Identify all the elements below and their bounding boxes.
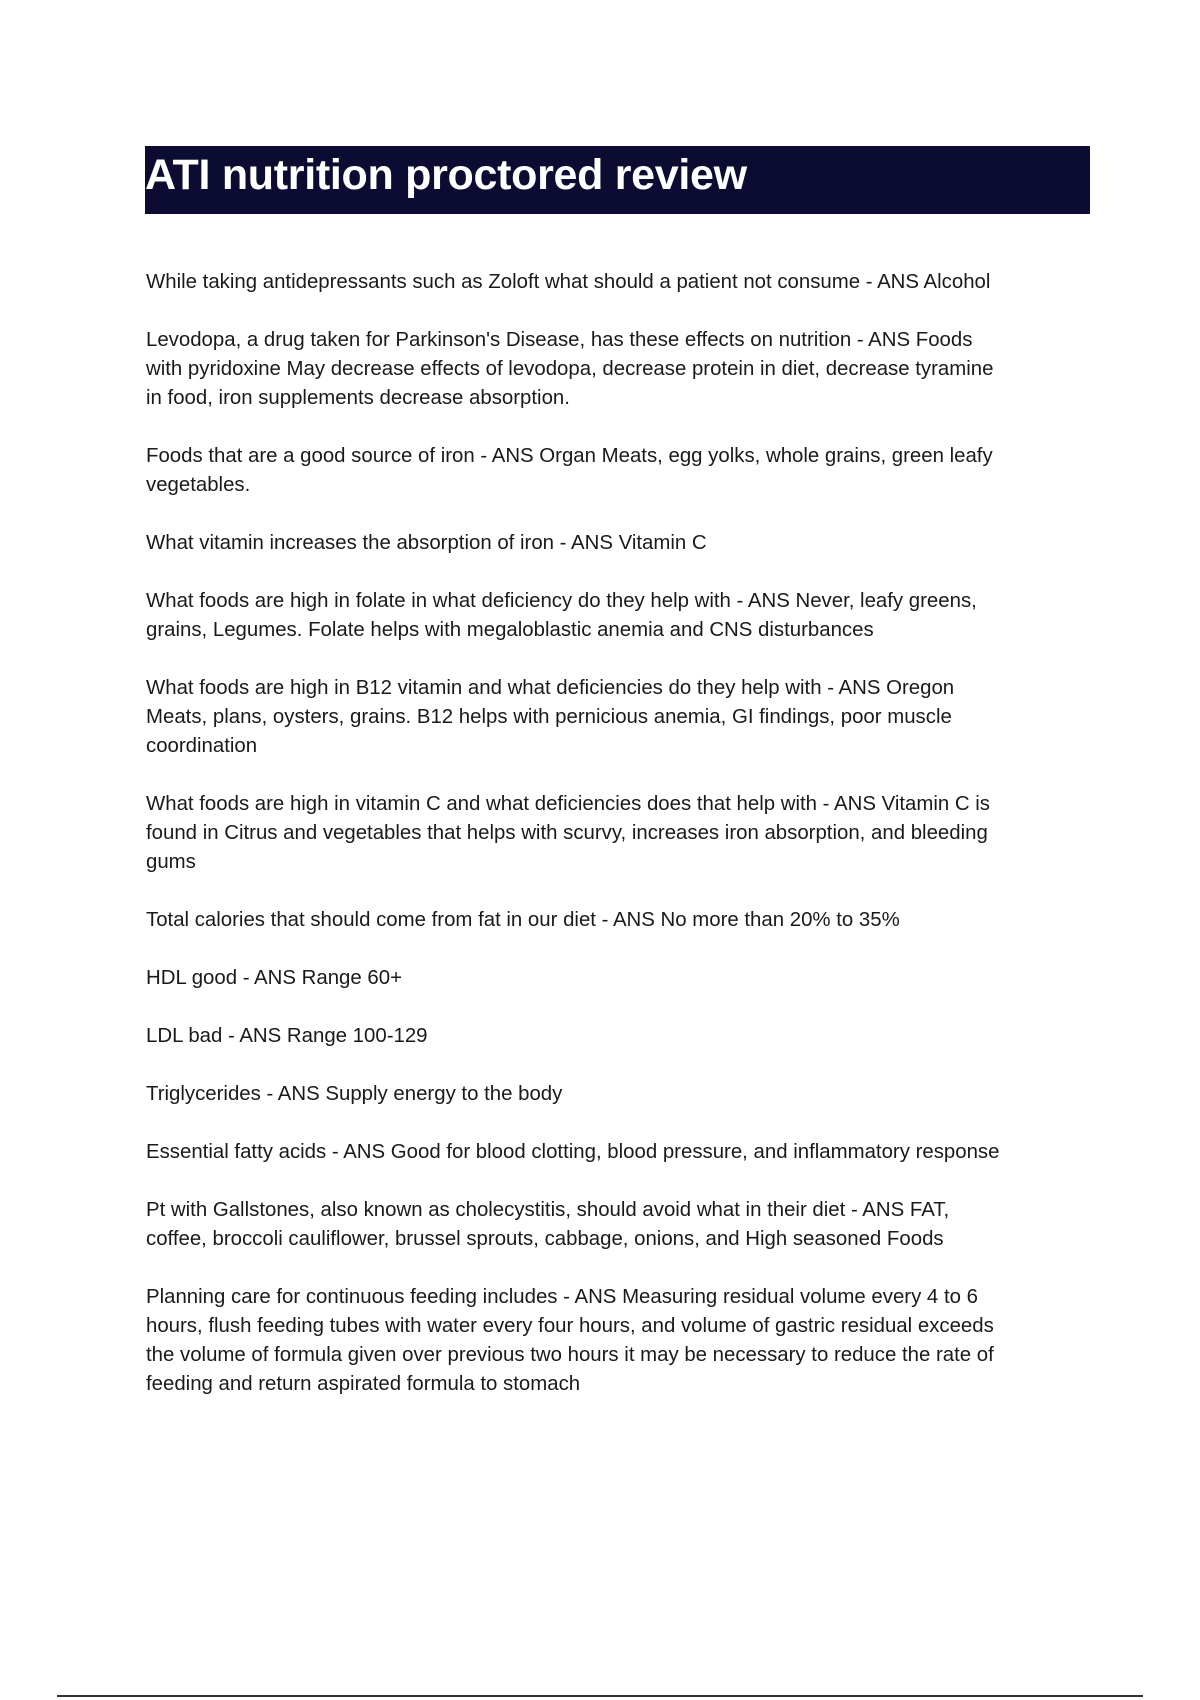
qa-item: What foods are high in folate in what deficiency do they help with - ANS Never, leafy greens, grains, Legumes. Folate helps with megaloblastic anemia and CNS disturbances — [146, 590, 977, 641]
page-title: ATI nutrition proctored review — [145, 150, 747, 199]
qa-item: Planning care for continuous feeding includes - ANS Measuring residual volume every 4 to 6 hours, flush feeding tubes with water every four hours, and volume of gastric residual exceeds the volume of formula given over previous two hours it may be necessary to reduce the rate of feeding and return aspirated formula to stomach — [146, 1286, 994, 1395]
qa-item: What foods are high in B12 vitamin and what deficiencies do they help with - ANS Oregon Meats, plans, oysters, grains. B12 helps with pernicious anemia, GI findings, poor muscle coordination — [146, 677, 955, 757]
qa-item: Foods that are a good source of iron - ANS Organ Meats, egg yolks, whole grains, green leafy vegetables. — [146, 445, 993, 496]
qa-list — [146, 268, 1086, 1428]
qa-item: LDL bad - ANS Range 100-129 — [146, 1025, 428, 1047]
qa-item: Essential fatty acids - ANS Good for blood clotting, blood pressure, and inflammatory response — [146, 1141, 1000, 1163]
footer-divider — [57, 1695, 1143, 1697]
qa-item: What vitamin increases the absorption of iron - ANS Vitamin C — [146, 532, 707, 554]
qa-item: What foods are high in vitamin C and what deficiencies does that help with - ANS Vitamin C is found in Citrus and vegetables that helps with scurvy, increases iron absorption, and bleeding gums — [146, 793, 990, 873]
qa-item: Total calories that should come from fat in our diet - ANS No more than 20% to 35% — [146, 909, 900, 931]
qa-item: Pt with Gallstones, also known as cholecystitis, should avoid what in their diet - ANS FAT, coffee, broccoli cauliflower, brussel sprouts, cabbage, onions, and High seasoned Foods — [146, 1199, 950, 1250]
qa-item: Levodopa, a drug taken for Parkinson's Disease, has these effects on nutrition - ANS Foods with pyridoxine May decrease effects of levodopa, decrease protein in diet, decrease tyramine in food, iron supplements decrease absorption. — [146, 329, 994, 409]
title-banner — [145, 146, 1090, 214]
qa-item: While taking antidepressants such as Zoloft what should a patient not consume - ANS Alcohol — [146, 271, 991, 293]
qa-item: Triglycerides - ANS Supply energy to the body — [146, 1083, 563, 1105]
qa-item: HDL good - ANS Range 60+ — [146, 967, 402, 989]
